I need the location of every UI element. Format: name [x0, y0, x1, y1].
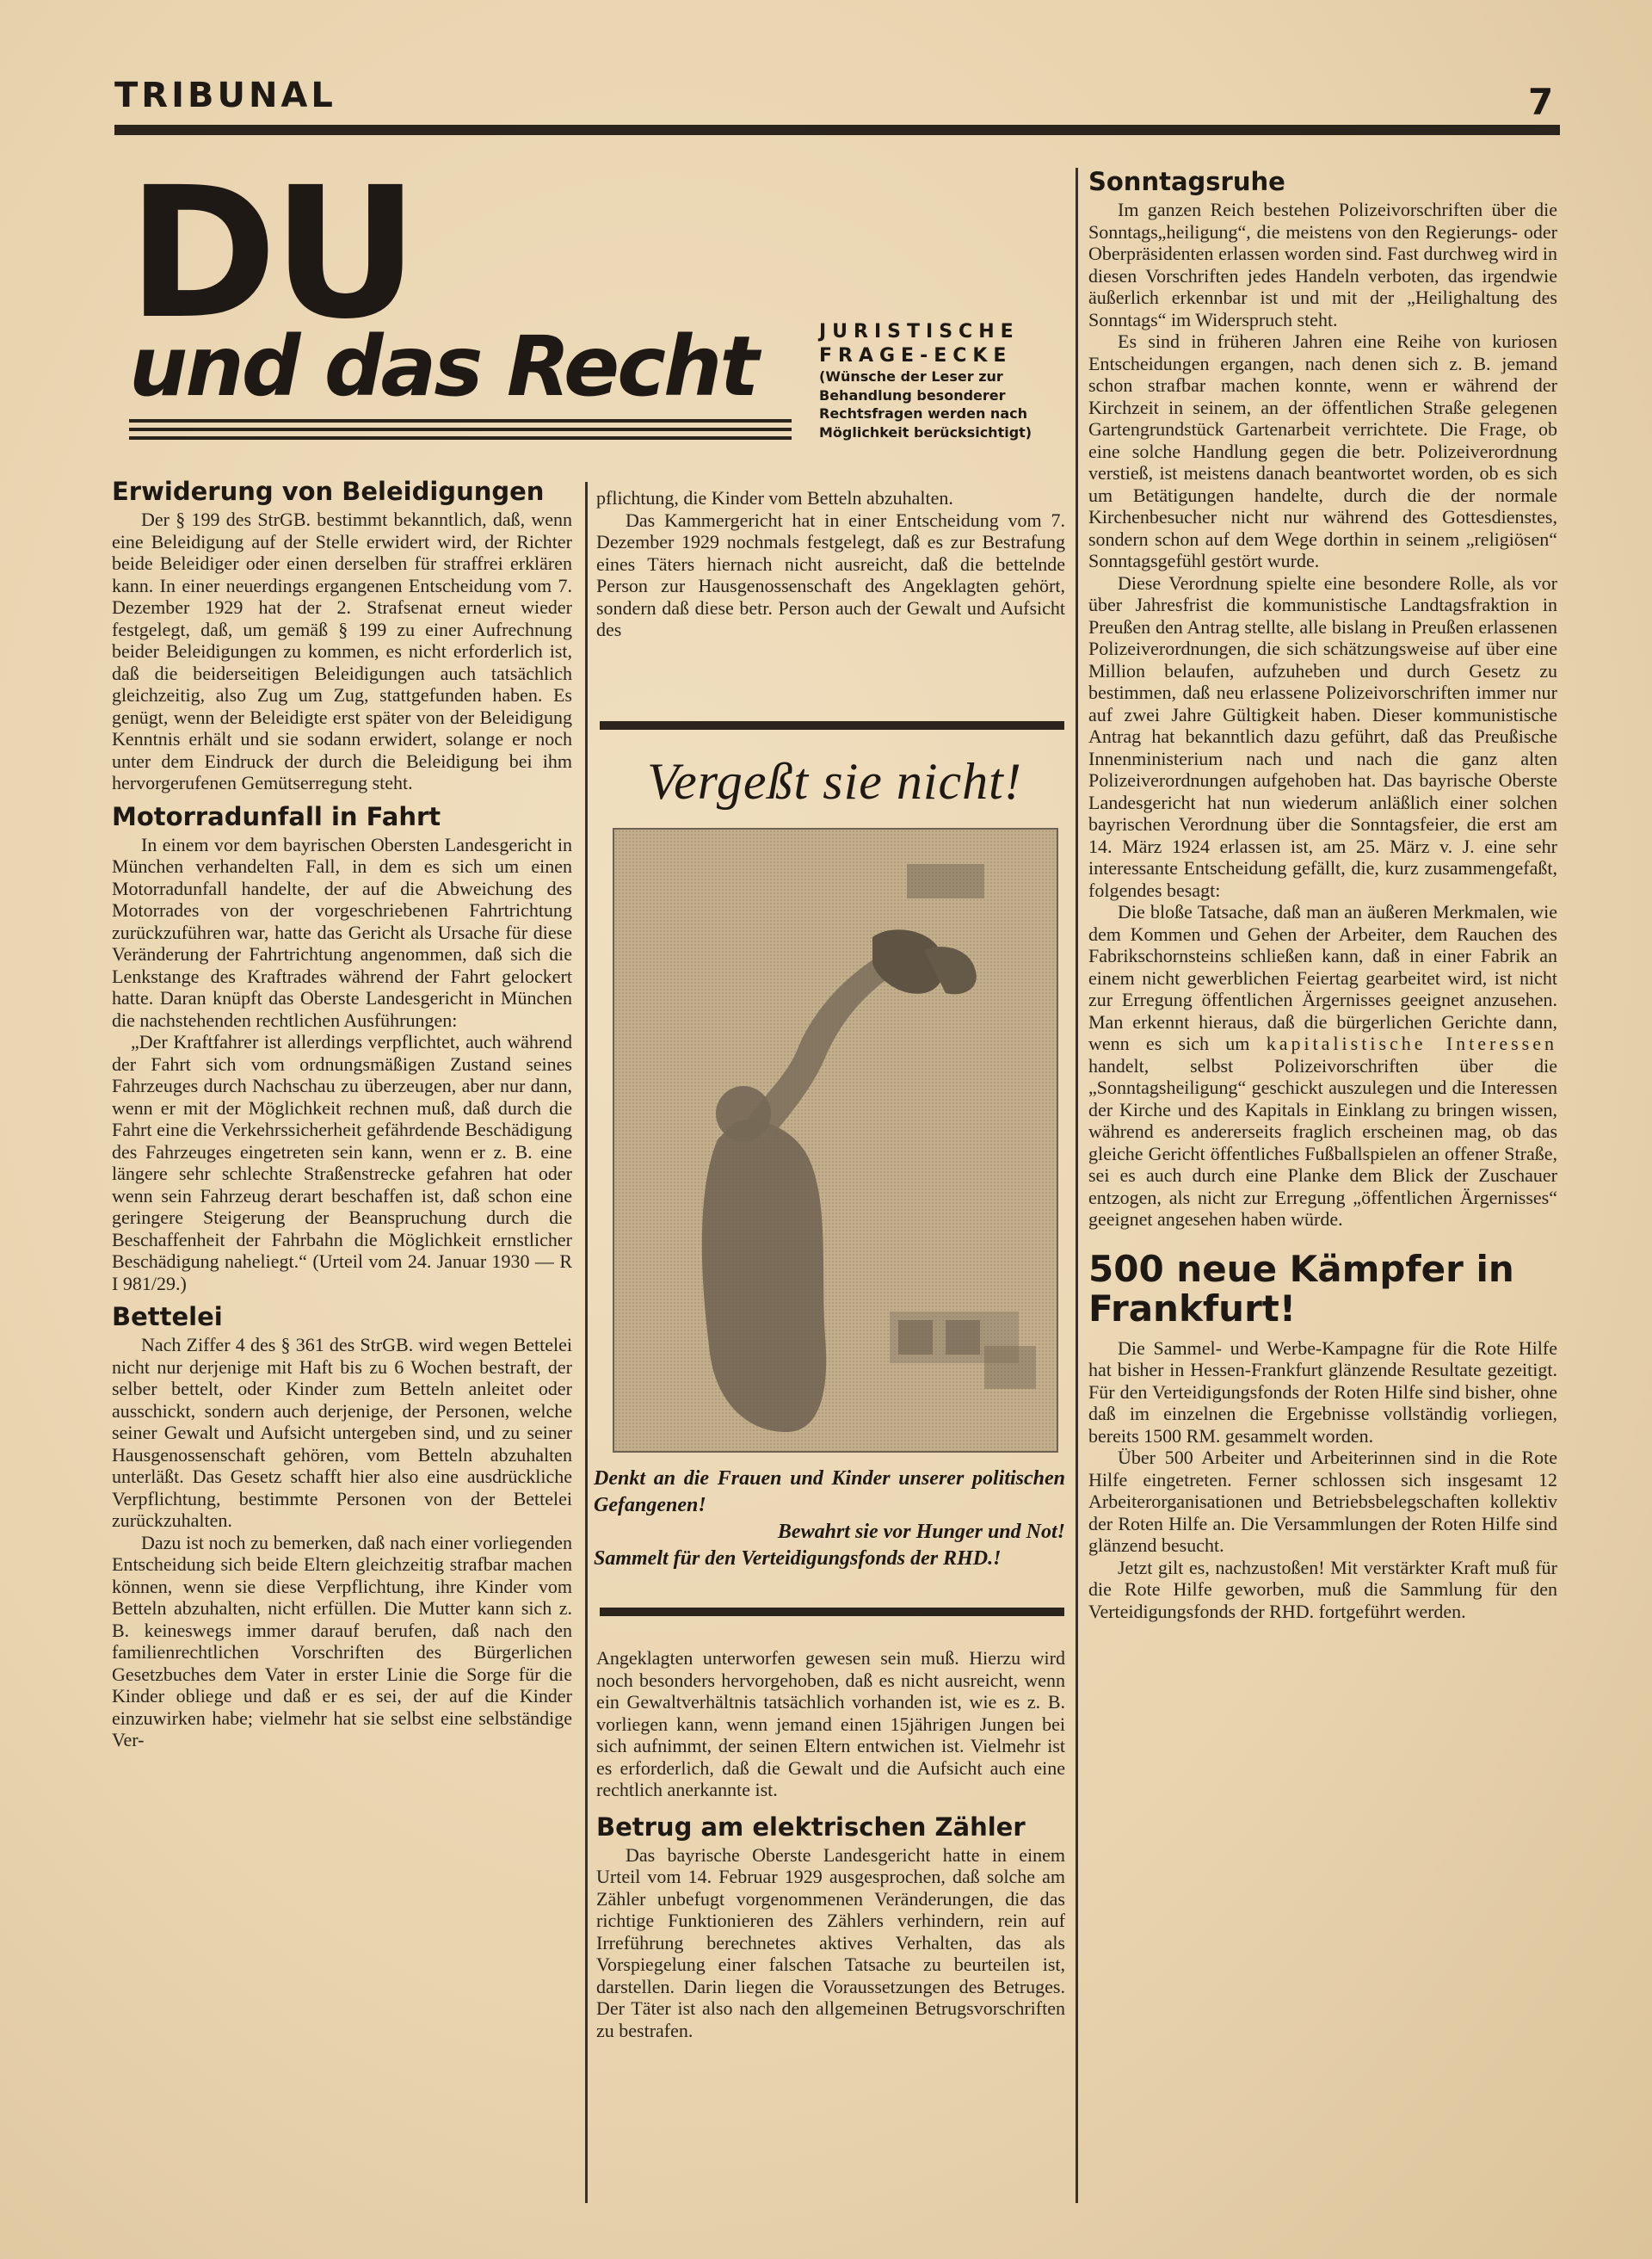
poster-caption-2: Bewahrt sie vor Hunger und Not! [777, 1521, 1065, 1543]
column-divider-2 [1076, 168, 1078, 2203]
sonntag-text-4c: handelt, selbst Polizeivorschriften über die „Sonntagsheiligung“ geschickt auszulegen und die Interessen der Kirche und des Kapitals in Einklang zu bringen wissen, während es andererseits fraglich erscheinen mag, ob das gleiche Gericht öffentliches Fußballspielen an offener Straße, sei es auch durch eine Planke dem Blick der Zuschauer entzogen, als nicht zur Erregung „öffentlichen Ärgernisses“ geeignet angesehen haben würde. [1088, 1054, 1557, 1230]
bettelei-text-2: Dazu ist noch zu bemerken, daß nach einer vorliegenden Entscheidung sich beide Eltern gleichzeitig strafbar machen können, wenn sie diese Verpflichtung, ihre Kinder vom Betteln abzuhalten, nicht erfüllen. Die Mutter kann sich z. B. keineswegs immer darauf berufen, daß nach den familienrechtlichen Vorschriften des Bürgerlichen Gesetzbuches dem Vater in erster Linie die Sorge für die Kinder obliege und daß er es sei, der auf die Kinder einzuwirken habe; vielmehr hat sie selbst eine selbständige Ver- [112, 1531, 572, 1750]
sonntag-text-4a: Die bloße Tatsache, daß man an äußeren Merkmalen, wie dem Kommen und Gehen der Arbeiter, dem Rauchen des Fabrikschornsteins schließen kann, daß in einer Fabrik an einem nicht gewerblichen Feiertag gearbeitet wird, ist nicht zur Erregung öffentlichen Ärgernisses geeignet anzusehen. Man erkennt hieraus, daß die bürgerlichen Gerichte dann, wenn es sich um [1088, 901, 1557, 1054]
poster-title: Vergeßt sie nicht! [647, 753, 1022, 810]
bettelei-text-4: Das Kammergericht hat in einer Entscheidung vom 7. Dezember 1929 nochmals festgelegt, daß es zur Bestrafung eines Täters hiernach nicht ausreicht, daß die bettelnde Person zur Hausgenossenschaft des Angeklagten gehört, sondern daß diese betr. Person auch der Gewalt und Aufsicht des [596, 509, 1065, 640]
column-3 [1088, 168, 1557, 1622]
heading-sonntagsruhe: Sonntagsruhe [1088, 167, 1285, 196]
frage-label-1: JURISTISCHE [819, 321, 1020, 343]
frankfurt-text-2: Über 500 Arbeiter und Arbeiterinnen sind in die Rote Hilfe eingetreten. Ferner schlossen sich insgesamt 12 Arbeiterorganisationen und Betriebsbelegschaften kollektiv der Roten Hilfe an. Die Versammlungen der Roten Hilfe sind glänzend besucht. [1088, 1447, 1557, 1556]
heading-frankfurt: 500 neue Kämpfer in Frankfurt! [1088, 1247, 1514, 1330]
poster-photo [613, 828, 1058, 1453]
motorrad-text-2: „Der Kraftfahrer ist allerdings verpflichtet, auch während der Fahrt sich vom ordnungsmäßigen Zustand seines Fahrzeuges durch Nachschau zu überzeugen, aber nur dann, wenn er mit der Möglichkeit rechnen muß, daß durch die Fahrt eine die Verkehrssicherheit gefährdende Beschädigung des Fahrzeuges eingetreten sein kann, wenn er z. B. eine längere sehr schlechte Straßenstrecke gefahren hat oder wenn sein Fahrzeug derart beschaffen ist, daß schon eine geringere Steigerung der Beanspruchung durch die Beschaffenheit der Fahrbahn die Möglichkeit ernstlicher Beschädigung naheliegt.“ (Urteil vom 24. Januar 1930 — R I 981/29.) [112, 1031, 572, 1294]
poster-caption-3: Sammelt für den Verteidigungsfonds der RHD.! [594, 1547, 1002, 1570]
motorrad-text-1: In einem vor dem bayrischen Obersten Landesgericht in München verhandelten Fall, in dem es sich um einen Motorradunfall handelte, der auf die Abweichung des Motorrades von der vorgeschriebenen Fahrtrichtung zurückzuführen war, hatte das Gericht als Ursache für diese Veränderung der Fahrtrichtung angenommen, daß sich die Lenkstange des Kraftrades während der Fahrt gelockert hatte. Daran knüpft das Oberste Landesgericht in München die nachstehenden rechtlichen Ausführungen: [112, 833, 572, 1031]
title-underline [129, 419, 792, 445]
frage-label-2: FRAGE-ECKE [819, 344, 1013, 367]
header-rule [114, 125, 1560, 135]
heading-betrug: Betrug am elektrischen Zähler [596, 1812, 1026, 1842]
masthead: TRIBUNAL [114, 76, 336, 115]
column-divider-1 [585, 482, 588, 2203]
sonntag-text-4 [1088, 901, 1557, 1231]
sonntag-text-1: Im ganzen Reich bestehen Polizeivorschriften über die Sonntags„heiligung“, die meistens von den Regierungs- oder Oberpräsidenten erlassen worden sind. Fast durchweg wird in diesen Vorschriften jedes Handeln verboten, das irgendwie äußerlich erkennbar ist und mit der „Heilighaltung des Sonntags“ im Widerspruch steht. [1088, 199, 1557, 330]
poster-caption [594, 1466, 1065, 1572]
betrug-text: Das bayrische Oberste Landesgericht hatte in einem Urteil vom 14. Februar 1929 ausgesprochen, daß solche am Zähler unbefugt vorgenommenen Veränderungen, die das richtige Funktionieren des Zählers verhindern, rein auf Irreführung berechnetes aktives Verhalten, das als Vorspiegelung einer falschen Tatsache zu beurteilen ist, darstellen. Darin liegen die Voraussetzungen des Betruges. Der Täter ist also nach den allgemeinen Betrugsvorschriften zu bestrafen. [596, 1843, 1065, 2041]
heading-motorrad: Motorradunfall in Fahrt [112, 801, 441, 831]
title-du: DU [127, 148, 414, 359]
bettelei-text-5: Angeklagten unterworfen gewesen sein muß. Hierzu wird noch besonders hervorgehoben, daß es nicht ausreicht, wenn ein Gewaltverhältnis tatsächlich vorhanden ist, wie es z. B. vorliegen kann, wenn jemand einen 15jährigen Jungen bei sich aufnimmt, der seinen Eltern entwichen ist. Vielmehr ist es erforderlich, daß die Gewalt und die Aufsicht auch eine rechtlich anerkannte ist. [596, 1647, 1065, 1800]
poster-caption-1: Denkt an die Frauen und Kinder unserer politischen Gefangenen! [594, 1467, 1065, 1516]
frage-note: (Wünsche der Leser zur Behandlung besonderer Rechtsfragen werden nach Möglichkeit berücksichtigt) [819, 368, 1032, 441]
poster-rule-bottom [600, 1608, 1064, 1616]
sonntag-text-4b: kapitalistische Interessen [1266, 1033, 1558, 1054]
erwiderung-text: Der § 199 des StrGB. bestimmt bekanntlich, daß, wenn eine Beleidigung auf der Stelle erwidert wird, der Richter beide Beleidiger oder einen derselben für straffrei erklären kann. In einer neuerdings ergangenen Entscheidung vom 7. Dezember 1929 hat der 2. Strafsenat erneut wieder festgelegt, daß, um gemäß § 199 zu einer Aufrechnung beider Beleidigungen zu kommen, es nicht erforderlich ist, daß die beiderseitigen Beleidigungen auch tatsächlich gleichzeitig, also Zug um Zug, stattgefunden haben. Es genügt, wenn der Beleidigte erst später von der Beleidigung Kenntnis erhält und sie sodann erwidert, solange er noch unter dem Eindruck der durch die Beleidigung bei ihm hervorgerufenen Gemütserregung steht. [112, 509, 572, 793]
bettelei-text-3: pflichtung, die Kinder vom Betteln abzuhalten. [596, 487, 953, 509]
page-number: 7 [1528, 81, 1554, 123]
sonntag-text-3: Diese Verordnung spielte eine besondere Rolle, als vor über Jahresfrist die kommunistische Landtagsfraktion in Preußen den Antrag stellte, alle bislang in Preußen erlassenen Polizeiverordnungen, die sich schätzungsweise auf über eine Million belaufen, aufzuheben und durch Gesetz zu bestimmen, daß neu erlassene Polizeivorschriften immer nur auf zwei Jahre Gültigkeit haben. Dieser kommunistische Antrag hat bekanntlich dazu geführt, daß das Preußische Innenministerium nach und nach die ganz alten Polizeiverordnungen aufgehoben hat. Das bayrische Oberste Landesgericht hat nun wiederum anläßlich einer solchen bayrischen Verordnung über die Sonntagsfeier, die erst am 14. März 1924 erlassen ist, am 25. März v. J. eine sehr interessante Entscheidung gefällt, die, kurz zusammengefaßt, folgendes besagt: [1088, 571, 1557, 901]
sonntag-text-2: Es sind in früheren Jahren eine Reihe von kuriosen Entscheidungen ergangen, nach denen sich z. B. jemand schon strafbar machen konnte, wenn er während der Kirchzeit in seinem, an der öffentlichen Straße gelegenen Gartengrundstück Gartenarbeit verrichtete. Die Frage, ob eine solche Handlung gegen die betr. Polizeiverordnung verstieß, ist meistens danach beantwortet worden, ob es sich um Betätigungen handelte, durch die der normale Kirchenbesucher nicht nur während des Gottesdienstes, sondern schon auf dem Wege dorthin in seinem „religiösen“ Sonntagsgefühl gestört wurde. [1088, 330, 1557, 571]
heading-bettelei: Bettelei [112, 1302, 223, 1331]
frankfurt-text-1: Die Sammel- und Werbe-Kampagne für die Rote Hilfe hat bisher in Hessen-Frankfurt glänzende Resultate gezeitigt. Für den Verteidigungsfonds der Roten Hilfe sind bisher, ohne daß im einzelnen die Ergebnisse vollständig vorliegen, bereits 1500 RM. gesammelt worden. [1088, 1336, 1557, 1447]
column-2-bottom [596, 1647, 1065, 2041]
frage-ecke-box [819, 320, 1060, 441]
title-und-das-recht: und das Recht [129, 318, 757, 415]
column-2-top [596, 487, 1065, 641]
frankfurt-text-3: Jetzt gilt es, nachzustoßen! Mit verstärkter Kraft muß für die Rote Hilfe geworben, muß die Sammlung für den Verteidigungsfonds der RHD. fortgeführt werden. [1088, 1556, 1557, 1622]
column-1 [112, 478, 572, 1751]
poster-rule-top [600, 721, 1064, 730]
heading-erwiderung: Erwiderung von Beleidigungen [112, 477, 545, 506]
bettelei-text-1: Nach Ziffer 4 des § 361 des StrGB. wird wegen Bettelei nicht nur derjenige mit Haft bis zu 6 Wochen bestraft, der selber bettelt, oder Kinder zum Betteln anleitet oder ausschickt, sondern auch derjenige, der Personen, welche seiner Gewalt und Aufsicht untergeben sind, und zu seiner Hausgenossenschaft gehören, vom Betteln abzuhalten unterläßt. Das Gesetz schafft hier also eine ausdrückliche Verpflichtung, bestimmte Personen von der Bettelei zurückzuhalten. [112, 1334, 572, 1531]
